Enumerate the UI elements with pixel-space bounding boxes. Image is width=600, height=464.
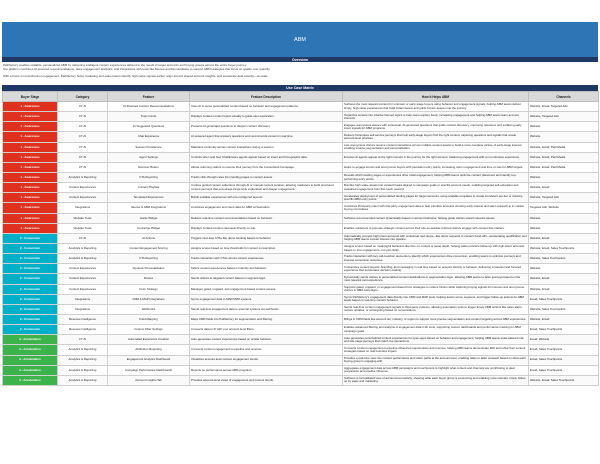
channels-cell: Targeted Ads, Website bbox=[529, 203, 599, 213]
description-cell: Sends visitors to targeted content based on segment logic. bbox=[190, 274, 343, 284]
description-cell: Connects data to fit with your account level filters. bbox=[190, 325, 343, 335]
feature-cell: Chat Experience bbox=[108, 132, 190, 142]
buyer-stage-cell: 2 - Conversion bbox=[3, 254, 58, 264]
description-cell: Allows returning visitors to resume their journey from the ContentHub homepage. bbox=[190, 162, 343, 172]
category-cell: Analytics & Reporting bbox=[58, 172, 108, 182]
channels-cell: Website, Email, Sales Touchpoints bbox=[529, 375, 599, 385]
table-body bbox=[3, 102, 599, 386]
description-cell: Syncs engagement data to MAP/CRM systems. bbox=[190, 294, 343, 304]
feature-cell: Custom Filter Settings bbox=[108, 325, 190, 335]
channels-cell: Email, Sales Touchpoints bbox=[529, 355, 599, 365]
channels-cell: Website, Email, Paid Media bbox=[529, 142, 599, 152]
channels-cell: Website, Targeted Ads bbox=[529, 193, 599, 203]
buyer-stage-cell: 1 - Awareness bbox=[3, 142, 58, 152]
table-row bbox=[3, 122, 599, 132]
page-title: ABM bbox=[294, 36, 306, 43]
description-cell: Sends real-time engagement data to external systems via webhooks. bbox=[190, 304, 343, 314]
feature-cell: AI Suggested Questions bbox=[108, 122, 190, 132]
buyer-stage-cell: 1 - Awareness bbox=[3, 183, 58, 193]
category-cell: CT AI bbox=[58, 132, 108, 142]
table-row bbox=[3, 203, 599, 213]
feature-cell: Routes bbox=[108, 274, 190, 284]
channels-cell: Website, Email, Targeted Ads bbox=[529, 102, 599, 112]
table-row bbox=[3, 162, 599, 172]
table-row bbox=[3, 335, 599, 345]
how-it-helps-cell: Reveals which landing pages or experiences drive initial engagement, helping ABM teams optimize content placement and identify top-performing entry points. bbox=[343, 172, 529, 182]
buyer-stage-cell: 2 - Conversion bbox=[3, 325, 58, 335]
description-cell: Combines engagement and intent data for ABM orchestration. bbox=[190, 203, 343, 213]
feature-cell: Guide Widget bbox=[108, 213, 190, 223]
channels-cell: Email, Sales Touchpoints bbox=[529, 325, 599, 335]
channels-cell: Website, Email bbox=[529, 274, 599, 284]
how-it-helps-cell: Surfaces recommended content dynamically based on account behavior, helping guide visitors toward relevant assets. bbox=[343, 213, 529, 223]
buyer-stage-cell: 1 - Awareness bbox=[3, 223, 58, 233]
feature-cell: 6sense & ABM Integrations bbox=[108, 203, 190, 213]
buyer-stage-cell: 3 - Acceleration bbox=[3, 375, 58, 385]
category-cell: Analytics & Reporting bbox=[58, 365, 108, 375]
buyer-stage-cell: 3 - Acceleration bbox=[3, 335, 58, 345]
channels-cell: Email, Sales Touchpoints bbox=[529, 345, 599, 355]
buyer-stage-cell: 2 - Conversion bbox=[3, 304, 58, 314]
how-it-helps-cell: Dynamically sends visitors to personalized content destinations or segmentation logic, allowing ABM teams to tailor journeys based on the most relevant next experience. bbox=[343, 274, 529, 284]
feature-cell: Discover Button bbox=[108, 162, 190, 172]
buyer-stage-cell: 2 - Conversion bbox=[3, 233, 58, 243]
how-it-helps-cell: Supports gated, ungated, or engagement-based form strategies to reduce friction while capturing buying signals from known and anonymous visitors in ABM campaigns. bbox=[343, 284, 529, 294]
how-it-helps-cell: Surfaces a consolidated view of account-level activity, showing what each buyer group is consuming and enabling more relevant, timely follow-up by sales and marketing. bbox=[343, 375, 529, 385]
how-it-helps-cell: Combines third-party intent with first-party engagement data to help prioritize accounts showing early interest and tailor outreach to in-market buying committees. bbox=[343, 203, 529, 213]
channels-cell: Website, Sales Touchpoints bbox=[529, 254, 599, 264]
category-cell: Integrations bbox=[58, 304, 108, 314]
description-cell: Assigns scores based on time thresholds for content consumption. bbox=[190, 243, 343, 253]
category-cell: CT AI bbox=[58, 112, 108, 122]
how-it-helps-cell: Lets anonymous visitors resume content interactions across multiple content assets to build a more complete picture of early-stage interest, enabling smarter segmentation and personalization. bbox=[343, 142, 529, 152]
col-header-feature: Feature bbox=[108, 92, 190, 102]
table-row bbox=[3, 325, 599, 335]
buyer-stage-cell: 3 - Acceleration bbox=[3, 365, 58, 375]
category-cell: Analytics & Reporting bbox=[58, 243, 108, 253]
table-row bbox=[3, 142, 599, 152]
feature-cell: AI Actions bbox=[108, 233, 190, 243]
category-cell: CT AI bbox=[58, 233, 108, 243]
how-it-helps-cell: Helps re-engage known and anonymous buyers with persistent entry points, increasing return engagement and time on site for ABM targets. bbox=[343, 162, 529, 172]
description-cell: Uses AI to serve personalized content based on behavior and engagement patterns. bbox=[190, 102, 343, 112]
category-cell: CT AI bbox=[58, 142, 108, 152]
feature-cell: Account Insights Tab bbox=[108, 375, 190, 385]
description-cell: Presents AI-generated questions to deepen content discovery. bbox=[190, 122, 343, 132]
feature-cell: Campaign Performance Dashboards bbox=[108, 365, 190, 375]
feature-cell: Engagement Analytics Dashboard bbox=[108, 355, 190, 365]
title-banner bbox=[2, 22, 598, 57]
category-cell: Analytics & Reporting bbox=[58, 345, 108, 355]
description-cell: Displays curated content carousels directly on site. bbox=[190, 223, 343, 233]
description-cell: Builds scalable experiences with pre-configured layouts. bbox=[190, 193, 343, 203]
buyer-stage-cell: 2 - Conversion bbox=[3, 314, 58, 324]
description-cell: AI-powered agent that answers questions and recommends content in real time. bbox=[190, 132, 343, 142]
channels-cell: Website, Email, Paid Media bbox=[529, 152, 599, 162]
buyer-stage-cell: 1 - Awareness bbox=[3, 112, 58, 122]
how-it-helps-cell: Assigns scores based on meaningful behaviors like time on content or asset depth, helping sales prioritize follow-up with high-intent accounts based on true engagement—not just clicks. bbox=[343, 243, 529, 253]
category-cell: CT AI bbox=[58, 102, 108, 112]
buyer-stage-cell: 1 - Awareness bbox=[3, 172, 58, 182]
overview-header bbox=[2, 57, 598, 62]
col-header-channels: Channels bbox=[529, 92, 599, 102]
feature-cell: Content Engagement Scoring bbox=[108, 243, 190, 253]
how-it-helps-cell: Aggregates engagement data across ABM campaigns and touchpoints to highlight what content and channels are contributing to deal progression and pipeline influence. bbox=[343, 365, 529, 375]
description-cell: Maintains continuity across content interactions during a session. bbox=[190, 142, 343, 152]
table-row bbox=[3, 172, 599, 182]
use-case-matrix-table bbox=[2, 91, 599, 386]
col-header-how-it-helps: How it Helps ABM bbox=[343, 92, 529, 102]
channels-cell: Email, Website bbox=[529, 335, 599, 345]
how-it-helps-cell: Connects content engagement to pipeline influenced opportunities and revenue, helping ABM teams demonstrate ROI and refine their content strategies based on real business impact. bbox=[343, 345, 529, 355]
description-cell: Visualizes account-level content engagement trends. bbox=[190, 355, 343, 365]
buyer-stage-cell: 3 - Acceleration bbox=[3, 345, 58, 355]
buyer-stage-cell: 1 - Awareness bbox=[3, 102, 58, 112]
feature-cell: CRM & MAP Integrations bbox=[108, 294, 190, 304]
table-row bbox=[3, 183, 599, 193]
description-cell: Reports on performance across ABM programs. bbox=[190, 365, 343, 375]
table-row bbox=[3, 102, 599, 112]
table-header-row bbox=[3, 92, 599, 102]
table-row bbox=[3, 264, 599, 274]
description-cell: Connects content engagement to pipeline and revenue. bbox=[190, 345, 343, 355]
category-cell: CT AI bbox=[58, 335, 108, 345]
col-header-buyer-stage: Buyer Stage bbox=[3, 92, 58, 102]
buyer-stage-cell: 1 - Awareness bbox=[3, 132, 58, 142]
feature-cell: Agent Settings bbox=[108, 152, 190, 162]
category-cell: Analytics & Reporting bbox=[58, 355, 108, 365]
buyer-stage-cell: 2 - Conversion bbox=[3, 264, 58, 274]
buyer-stage-cell: 2 - Conversion bbox=[3, 243, 58, 253]
feature-cell: Content Playlists bbox=[108, 183, 190, 193]
table-row bbox=[3, 223, 599, 233]
description-cell: Delivers real-time content recommendations based on behavior. bbox=[190, 213, 343, 223]
description-cell: Auto-generates content experiences based on similar behavior. bbox=[190, 335, 343, 345]
feature-cell: Concierge Widget bbox=[108, 223, 190, 233]
feature-cell: Field Mapping bbox=[108, 314, 190, 324]
category-cell: Analytics & Reporting bbox=[58, 375, 108, 385]
feature-cell: Webhooks bbox=[108, 304, 190, 314]
channels-cell: Website, Email bbox=[529, 183, 599, 193]
channels-cell: Website bbox=[529, 223, 599, 233]
how-it-helps-cell: Bundles high-value assets into curated tracks aligned to campaign goals or specific account needs, enabling targeted self-education and sustained engagement from first touch onward. bbox=[343, 183, 529, 193]
how-it-helps-cell: Organizes content into intuitive themed topics to help users explore freely, increasing engagement and helping ABM teams learn account interests. bbox=[343, 112, 529, 122]
table-row bbox=[3, 365, 599, 375]
col-header-category: Category bbox=[58, 92, 108, 102]
feature-cell: CTA Reporting bbox=[108, 254, 190, 264]
intro-line-1: Pathfactory enables scalable, personalized ABM by delivering intelligent content experiences tailored to the needs of target accounts and buying groups across the entire buyer journey. bbox=[3, 63, 247, 67]
how-it-helps-cell: Accelerates deployment of personalized landing pages for target accounts, using scalable templates to create consistent per-tier or industry-specific ABM entry points. bbox=[343, 193, 529, 203]
table-row bbox=[3, 304, 599, 314]
category-cell: CT AI bbox=[58, 152, 108, 162]
category-cell: CT AI bbox=[58, 122, 108, 132]
category-cell: Content Experiences bbox=[58, 183, 108, 193]
channels-cell: Website bbox=[529, 132, 599, 142]
table-row bbox=[3, 152, 599, 162]
table-row bbox=[3, 193, 599, 203]
category-cell: Revenue Intelligence bbox=[58, 314, 108, 324]
overview-label: Overview bbox=[292, 57, 308, 62]
description-cell: Triggers next-step CTAs like demo booking based on behavior. bbox=[190, 233, 343, 243]
feature-cell: Form Strategy bbox=[108, 284, 190, 294]
table-row bbox=[3, 233, 599, 243]
matrix-label: Use Case Matrix bbox=[286, 86, 314, 90]
buyer-stage-cell: 2 - Conversion bbox=[3, 294, 58, 304]
how-it-helps-cell: Engages anonymous visitors with contextual, AI-generated questions that guide content discovery, improving relevance and surfacing early intent signals for ABM programs. bbox=[343, 122, 529, 132]
category-cell: Website Tools bbox=[58, 213, 108, 223]
table-row bbox=[3, 254, 599, 264]
intro-line-2: Our platform combines AI-powered recommendations, deep engagement analytics, and integrations with tools like 6sense and Demandbase to support ABM strategies that focus on quality over quantity. bbox=[3, 67, 271, 71]
channels-cell: Website bbox=[529, 264, 599, 274]
feature-cell: Automated Experience Creation bbox=[108, 335, 190, 345]
category-cell: Analytics & Reporting bbox=[58, 254, 108, 264]
description-cell: Controls when and how Chat/Ensure agents appear based on intent and firmographic data. bbox=[190, 152, 343, 162]
how-it-helps-cell: Surfaces the most relevant content for unknown or early-stage buyers using behavior and engagement signals, helping ABM teams deliver timely, high-value experiences that build initial interest and guide buyers deeper into the journey. bbox=[343, 102, 529, 112]
category-cell: Website Tools bbox=[58, 223, 108, 233]
channels-cell: Website, Email bbox=[529, 284, 599, 294]
buyer-stage-cell: 1 - Awareness bbox=[3, 152, 58, 162]
category-cell: Content Experiences bbox=[58, 274, 108, 284]
buyer-stage-cell: 3 - Acceleration bbox=[3, 355, 58, 365]
table-row bbox=[3, 213, 599, 223]
feature-cell: CTA Reporting bbox=[108, 172, 190, 182]
buyer-stage-cell: 1 - Awareness bbox=[3, 193, 58, 203]
category-cell: Revenue Intelligence bbox=[58, 325, 108, 335]
channels-cell: Website, Email bbox=[529, 233, 599, 243]
description-cell: Tailors content experiences based on identity and behavior. bbox=[190, 264, 343, 274]
table-row bbox=[3, 345, 599, 355]
category-cell: Integrations bbox=[58, 203, 108, 213]
feature-cell: Attribution Reporting bbox=[108, 345, 190, 355]
buyer-stage-cell: 2 - Conversion bbox=[3, 274, 58, 284]
channels-cell: Email, Sales Touchpoints bbox=[529, 365, 599, 375]
buyer-stage-cell: 2 - Conversion bbox=[3, 284, 58, 294]
category-cell: CT AI bbox=[58, 162, 108, 172]
table-row bbox=[3, 355, 599, 365]
how-it-helps-cell: Enables marketers to promote strategic content across their site so website-referred visitors engage with content that matters. bbox=[343, 223, 529, 233]
table-row bbox=[3, 132, 599, 142]
feature-cell: Dynamic Personalization bbox=[108, 264, 190, 274]
channels-cell: Email, Sales Touchpoints bbox=[529, 294, 599, 304]
description-cell: Manages gated, ungated, and engagement-based content access. bbox=[190, 284, 343, 294]
description-cell: Tracks interaction with CTAs across content experiences. bbox=[190, 254, 343, 264]
table-row bbox=[3, 314, 599, 324]
channels-cell: Website, Email, Sales Touchpoints bbox=[529, 243, 599, 253]
description-cell: Provides account-level views of engagement and content trends. bbox=[190, 375, 343, 385]
category-cell: Content Experiences bbox=[58, 264, 108, 274]
buyer-stage-cell: 1 - Awareness bbox=[3, 213, 58, 223]
feature-cell: AI-Powered Content Recommendations bbox=[108, 102, 190, 112]
channels-cell: Website, Sales Touchpoints bbox=[529, 304, 599, 314]
feature-cell: Session Persistence bbox=[108, 142, 190, 152]
how-it-helps-cell: Enables advanced filtering and analysis of engagement data in RI tools, supporting custom dashboards and performance tracking for ABM campaign goals. bbox=[343, 325, 529, 335]
how-it-helps-cell: Automatically prompts high-intent accounts with contextual next steps—like demo requests or content hand-offs—accelerating qualification and helping ABM teams convert interest into pipeline. bbox=[343, 233, 529, 243]
buyer-stage-cell: 1 - Awareness bbox=[3, 162, 58, 172]
channels-cell: Website bbox=[529, 213, 599, 223]
channels-cell: Website, Targeted Ads bbox=[529, 112, 599, 122]
table-row bbox=[3, 294, 599, 304]
channels-cell: Website bbox=[529, 172, 599, 182]
category-cell: Content Experiences bbox=[58, 284, 108, 294]
description-cell: Tracks click-through rates from landing pages to content assets. bbox=[190, 172, 343, 182]
table-row bbox=[3, 284, 599, 294]
how-it-helps-cell: Auto-generates personalized content experiences for open-opps based on behavior and engagement, helping ABM teams scale tailored mid- and late-stage journeys that match rep interactions. bbox=[343, 335, 529, 345]
how-it-helps-cell: Provides a real-time view into content performance and visitor paths at the account level, enabling sales to tailor outreach based on what each buying group is engaging with. bbox=[343, 355, 529, 365]
how-it-helps-cell: Delivers frictionless self-service journeys that help early-stage buyers find the right content, capturing questions and signals that reveal account-level priorities. bbox=[343, 132, 529, 142]
category-cell: Integrations bbox=[58, 294, 108, 304]
category-cell: Content Experiences bbox=[58, 193, 108, 203]
description-cell: Displays curated content topics visually to guide user exploration. bbox=[190, 112, 343, 122]
channels-cell: Website, Email, Paid Media bbox=[529, 162, 599, 172]
how-it-helps-cell: Brings in CRM fields like account tier, industry, or region to support more precise segmentation and content targeting across ABM experiences. bbox=[343, 314, 529, 324]
buyer-stage-cell: 1 - Awareness bbox=[3, 203, 58, 213]
channels-cell: Website bbox=[529, 122, 599, 132]
how-it-helps-cell: Customizes content layouts, branding, and messaging in real time based on account identity or behavior, delivering a relevant and focused experience that accelerates decision-making. bbox=[343, 264, 529, 274]
table-row bbox=[3, 112, 599, 122]
feature-cell: Topic Cards bbox=[108, 112, 190, 122]
buyer-stage-cell: 1 - Awareness bbox=[3, 122, 58, 132]
intro-line-3: With a focus on omnichannel engagement, Pathfactory helps marketing and sales teams identify high-value signals earlier, align around shared account insights, and accelerate deal velocity—at scale. bbox=[3, 74, 269, 78]
channels-cell: Website, Email bbox=[529, 314, 599, 324]
how-it-helps-cell: Ensures AI agents appear at the right moment in the journey for the right account, balancing engagement with a non-intrusive experience. bbox=[343, 152, 529, 162]
description-cell: Maps CRM fields into Pathfactory for segmentation and filtering. bbox=[190, 314, 343, 324]
how-it-helps-cell: Tracks interaction with key call-to-action elements to identify which experiences drive conversion, enabling teams to optimize journeys and improve conversion outcomes. bbox=[343, 254, 529, 264]
description-cell: Curates guided content collections through AI or manual content curation, allowing marketers to build structured content journeys that encourage binge-style exploration and deeper engagement. bbox=[190, 183, 343, 193]
overview-text bbox=[3, 63, 597, 78]
feature-cell: Templated Experiences bbox=[108, 193, 190, 203]
table-row bbox=[3, 274, 599, 284]
table-row bbox=[3, 243, 599, 253]
col-header-feature-description: Feature Description bbox=[190, 92, 343, 102]
how-it-helps-cell: Sends real-time content engagement signals to third-party systems, allowing automation tools to trigger timely ABM actions like sales alerts, nurture updates, or ad targeting based on conversations. bbox=[343, 304, 529, 314]
table-row bbox=[3, 375, 599, 385]
how-it-helps-cell: Syncs Pathfactory's engagement data directly into CRM and MAP tools, helping teams score, segment, and trigger follow-up actions for ABM leads based on real-time content behavior. bbox=[343, 294, 529, 304]
